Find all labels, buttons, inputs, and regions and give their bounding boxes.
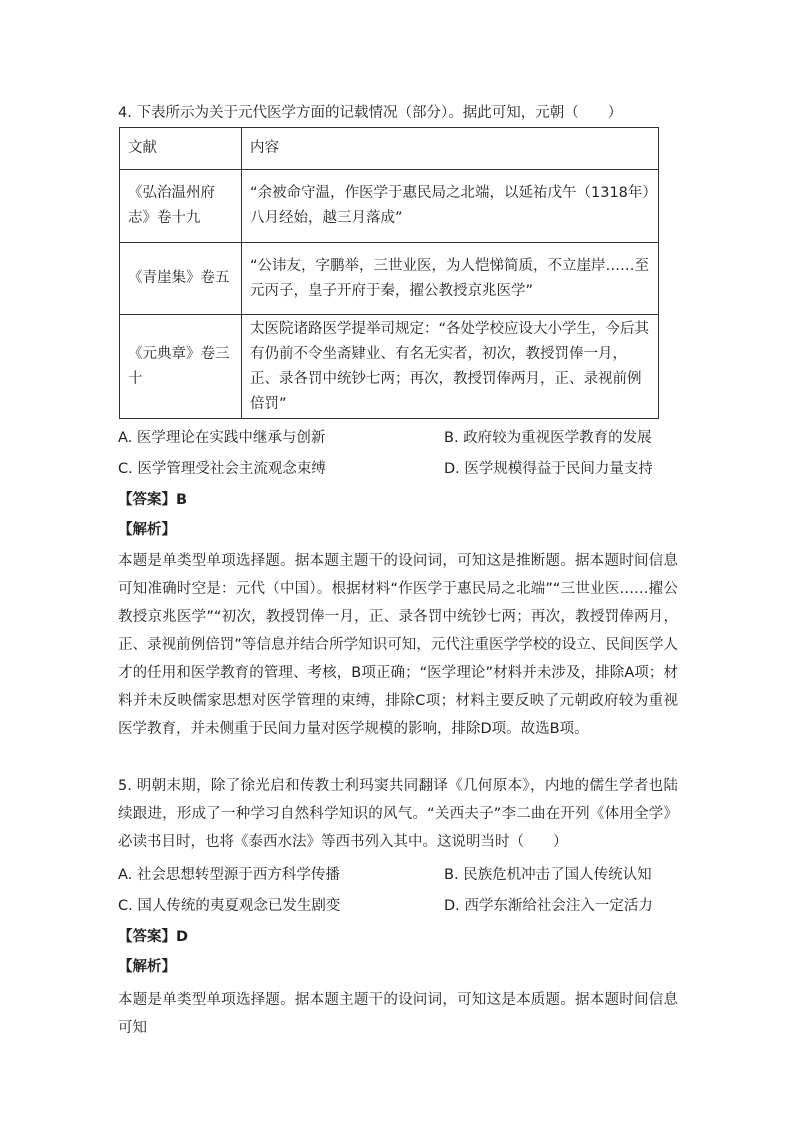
records-table xyxy=(119,127,659,419)
q5-analysis-text: 本题是单类型单项选择题。据本题主题干的设问词，可知这是本质题。据本题时间信息可知 xyxy=(118,992,678,1036)
table-header-content: 内容 xyxy=(242,128,659,170)
q5-option-d: D. 西学东渐给社会注入一定活力 xyxy=(444,898,653,914)
q4-option-d: D. 医学规模得益于民间力量支持 xyxy=(444,461,653,477)
q5-analysis-label: 【解析】 xyxy=(118,959,176,975)
q5-answer: 【答案】D xyxy=(118,929,189,945)
q5-option-a: A. 社会思想转型源于西方科学传播 xyxy=(118,867,340,883)
table-header-source: 文献 xyxy=(120,128,242,170)
table-row xyxy=(120,170,659,243)
q4-option-a: A. 医学理论在实践中继承与创新 xyxy=(118,430,326,446)
q5-option-c: C. 国人传统的夷夏观念已发生剧变 xyxy=(118,898,341,914)
q4-analysis-text: 本题是单类型单项选择题。据本题主题干的设问词，可知这是推断题。据本题时间信息可知准确时空是：元代（中国）。根据材料“作医学于惠民局之北端”“三世业医……擢公教授京兆医学”“初次，教授罚俸一月，正、录各罚中统钞七两；再次，教授罚俸两月，正、录视前例倍罚”等信息并结合所学知识可知，元代注重医学学校的设立、民间医学人才的任用和医学教育的管理、考核，B项正确；“医学理论”材料并未涉及，排除A项；材料并未反映儒家思想对医学管理的束缚，排除C项；材料主要反映了元朝政府较为重视医学教育，并未侧重于民间力量对医学规模的影响，排除D项。故选B项。 xyxy=(118,553,678,737)
table-cell-content: “公讳友，字鹏举，三世业医，为人恺悌简质，不立崖岸……至元丙子，皇子开府于秦，擢公教授京兆医学” xyxy=(242,243,659,315)
table-cell-source: 《元典章》卷三十 xyxy=(120,315,242,419)
table-cell-content: “余被命守温，作医学于惠民局之北端，以延祐戊午（1318年）八月经始，越三月落成” xyxy=(242,170,659,243)
table-row xyxy=(120,243,659,315)
q4-answer: 【答案】B xyxy=(118,492,188,508)
table-cell-source: 《弘治温州府志》卷十九 xyxy=(120,170,242,243)
table-header-row xyxy=(120,128,659,170)
question-5-stem: 5. 明朝末期，除了徐光启和传教士利玛窦共同翻译《几何原本》，内地的儒生学者也陆续跟进，形成了一种学习自然科学知识的风气。“关西夫子”李二曲在开列《体用全学》必读书目时，也将《泰西水法》等西书列入其中。这说明当时（ ） xyxy=(118,778,678,850)
table-cell-source: 《青崖集》卷五 xyxy=(120,243,242,315)
q4-option-c: C. 医学管理受社会主流观念束缚 xyxy=(118,461,326,477)
question-4-stem: 4. 下表所示为关于元代医学方面的记载情况（部分）。据此可知，元朝（ ） xyxy=(118,105,623,121)
q4-option-b: B. 政府较为重视医学教育的发展 xyxy=(444,430,652,446)
q5-option-b: B. 民族危机冲击了国人传统认知 xyxy=(444,867,652,883)
q4-analysis-label: 【解析】 xyxy=(118,522,176,538)
table-cell-content: 太医院诸路医学提举司规定：“各处学校应设大小学生，今后其有仍前不令坐斋肄业、有名无实者，初次，教授罚俸一月，正、录各罚中统钞七两；再次，教授罚俸两月，正、录视前例倍罚” xyxy=(242,315,659,419)
table-row xyxy=(120,315,659,419)
